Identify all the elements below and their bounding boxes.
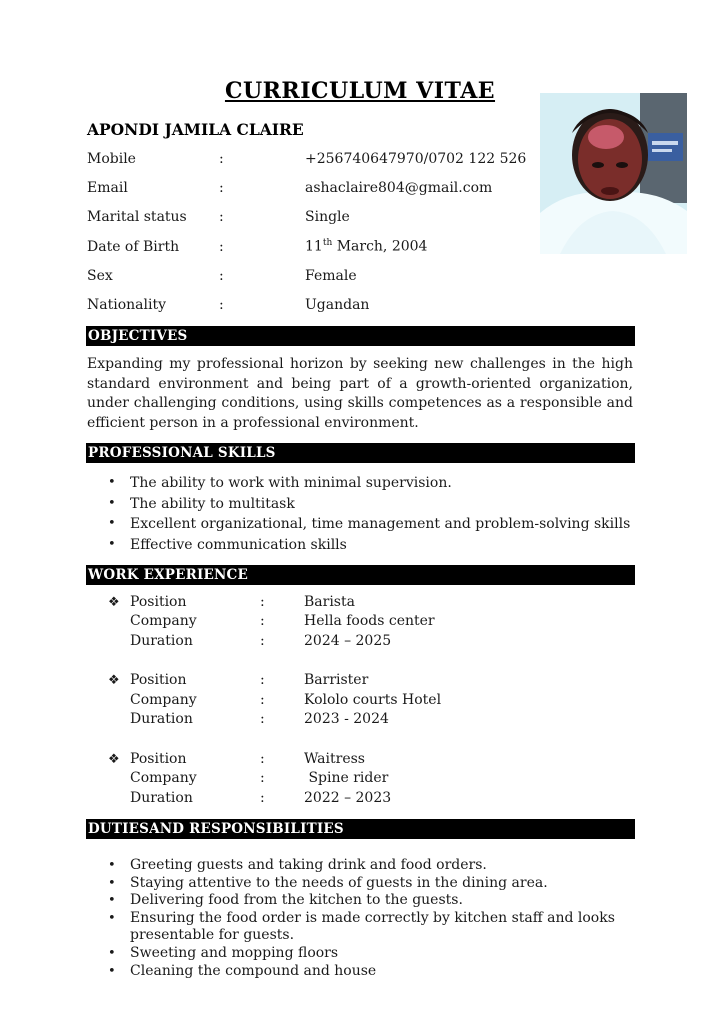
info-colon: : — [219, 180, 224, 196]
dob-day: 11 — [305, 238, 323, 255]
info-row-email — [87, 180, 492, 200]
job-3-duration-row — [108, 790, 391, 810]
mobile-value: +256740647970/0702 122 526 — [305, 151, 527, 167]
job-1-position-row — [108, 594, 355, 614]
duration-value: 2022 – 2023 — [304, 790, 392, 806]
list-item — [87, 963, 647, 981]
bullet-icon: • — [108, 945, 116, 961]
marital-status-value: Single — [305, 209, 350, 225]
duty-text: Sweeting and mopping floors — [130, 944, 339, 961]
company-value: Spine rider — [304, 770, 389, 786]
info-colon: : — [219, 238, 224, 255]
bullet-icon: • — [108, 893, 116, 909]
list-item — [87, 910, 647, 945]
duration-label: Duration — [130, 633, 193, 649]
objectives-text: Expanding my professional horizon by seeking new challenges in the high standard environment and being part of a growth-oriented organization, under challenging conditions, using skills competences as a responsible and efficient person in a professional environment. — [87, 356, 633, 432]
duty-text: Greeting guests and taking drink and food orders. — [130, 857, 487, 873]
job-1-duration-row — [108, 633, 391, 653]
colon: : — [260, 613, 265, 629]
bullet-icon: • — [108, 875, 116, 891]
info-row-marital-status — [87, 209, 350, 229]
applicant-name: APONDI JAMILA CLAIRE — [87, 120, 304, 139]
diamond-bullet-icon: ❖ — [108, 752, 120, 767]
duty-text: Staying attentive to the needs of guests in the dining area. — [130, 874, 548, 891]
job-1-company-row — [108, 613, 435, 633]
dob-rest: March, 2004 — [332, 238, 428, 255]
info-row-sex — [87, 268, 357, 288]
list-item — [87, 473, 647, 494]
skill-text: Effective communication skills — [130, 536, 347, 553]
diamond-bullet-icon: ❖ — [108, 595, 120, 610]
duty-text: Delivering food from the kitchen to the guests. — [130, 892, 463, 909]
diamond-bullet-icon: ❖ — [108, 673, 120, 688]
duration-label: Duration — [130, 790, 193, 806]
skills-list — [87, 473, 647, 555]
date-of-birth-value — [305, 238, 427, 255]
duties-list — [87, 857, 647, 980]
info-row-nationality — [87, 297, 369, 317]
profile-photo-image — [540, 93, 687, 254]
info-label: Mobile — [87, 151, 136, 167]
info-label: Date of Birth — [87, 238, 180, 255]
position-value: Barista — [304, 594, 355, 610]
info-colon: : — [219, 297, 224, 313]
list-item — [87, 857, 647, 875]
info-label: Sex — [87, 268, 113, 284]
info-label: Nationality — [87, 297, 166, 313]
job-3-position-row — [108, 751, 365, 771]
position-label: Position — [130, 751, 187, 767]
colon: : — [260, 790, 265, 806]
company-label: Company — [130, 692, 197, 708]
colon: : — [260, 692, 265, 708]
company-label: Company — [130, 770, 197, 786]
info-row-mobile — [87, 151, 526, 171]
section-header-work-experience: WORK EXPERIENCE — [86, 565, 635, 585]
section-header-duties: DUTIESAND RESPONSIBILITIES — [86, 819, 635, 839]
company-label: Company — [130, 613, 197, 629]
job-2-duration-row — [108, 711, 389, 731]
colon: : — [260, 751, 265, 767]
bullet-icon: • — [108, 495, 116, 511]
colon: : — [260, 711, 265, 727]
list-item — [87, 892, 647, 910]
info-row-date-of-birth — [87, 238, 427, 258]
info-label: Email — [87, 180, 128, 196]
list-item — [87, 535, 647, 556]
profile-photo — [540, 93, 687, 254]
skill-text: Excellent organizational, time management and problem-solving skills — [130, 516, 631, 532]
info-label: Marital status — [87, 209, 187, 225]
job-2-position-row — [108, 672, 368, 692]
company-value: Hella foods center — [304, 613, 435, 629]
info-colon: : — [219, 151, 224, 167]
bullet-icon: • — [108, 858, 116, 873]
list-item — [87, 494, 647, 515]
colon: : — [260, 770, 265, 786]
list-item — [87, 875, 647, 893]
bullet-icon: • — [108, 910, 116, 926]
section-header-professional-skills: PROFESSIONAL SKILLS — [86, 443, 635, 463]
section-header-objectives: OBJECTIVES — [86, 326, 635, 346]
list-item — [87, 945, 647, 963]
duty-text: Cleaning the compound and house — [130, 962, 377, 979]
colon: : — [260, 633, 265, 649]
info-colon: : — [219, 268, 224, 284]
bullet-icon: • — [108, 963, 116, 979]
document-title: CURRICULUM VITAE — [224, 78, 496, 104]
duration-label: Duration — [130, 711, 193, 727]
skill-text: The ability to work with minimal supervision. — [130, 475, 452, 491]
colon: : — [260, 672, 265, 688]
dob-ordinal: th — [322, 238, 333, 248]
email-value: ashaclaire804@gmail.com — [305, 180, 493, 196]
info-colon: : — [219, 209, 224, 225]
position-label: Position — [130, 672, 187, 688]
duty-text: Ensuring the food order is made correctly by kitchen staff and looks presentable for guests. — [130, 909, 615, 944]
skill-text: The ability to multitask — [130, 495, 295, 512]
colon: : — [260, 594, 265, 610]
sex-value: Female — [305, 268, 357, 284]
list-item — [87, 514, 647, 535]
bullet-icon: • — [108, 475, 116, 490]
bullet-icon: • — [108, 516, 116, 531]
nationality-value: Ugandan — [305, 297, 370, 313]
job-2-company-row — [108, 692, 441, 712]
position-value: Barrister — [304, 672, 369, 688]
company-value: Kololo courts Hotel — [304, 692, 442, 708]
duration-value: 2023 - 2024 — [304, 711, 389, 727]
position-label: Position — [130, 594, 187, 610]
position-value: Waitress — [304, 751, 365, 767]
duration-value: 2024 – 2025 — [304, 633, 392, 649]
job-3-company-row — [108, 770, 388, 790]
bullet-icon: • — [108, 536, 116, 552]
